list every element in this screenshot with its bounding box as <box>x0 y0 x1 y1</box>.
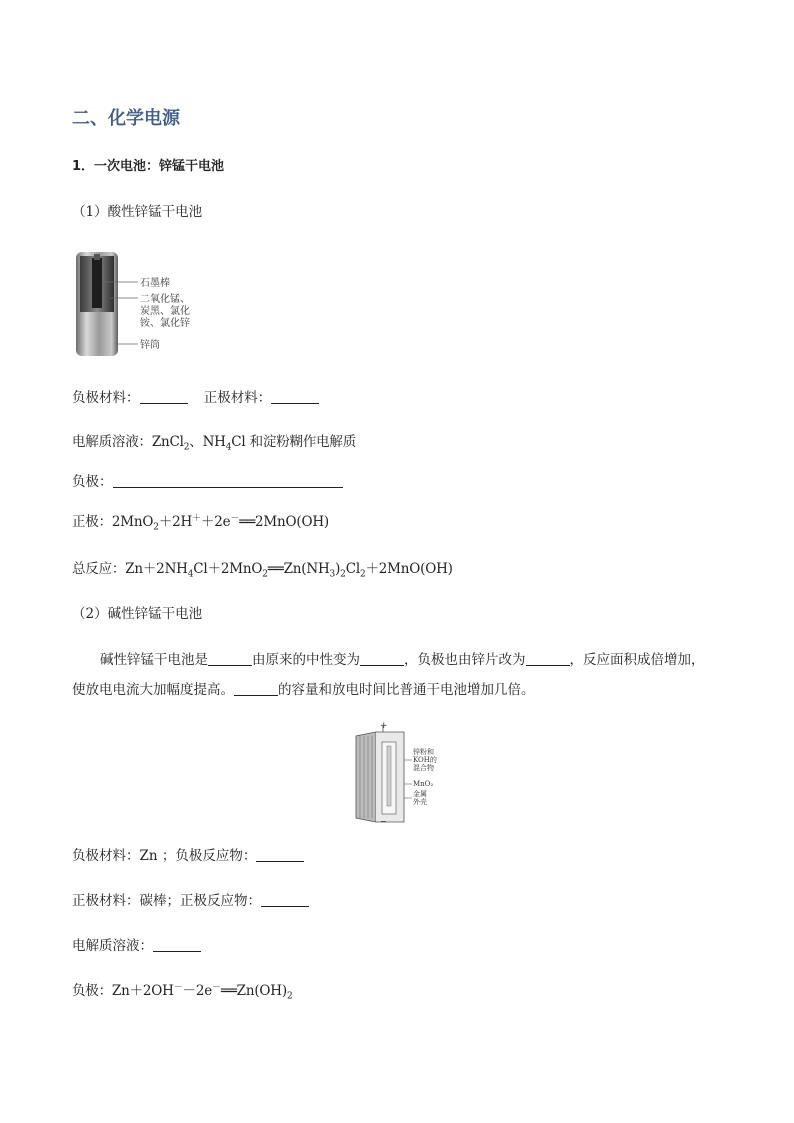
blank-4[interactable] <box>234 681 278 696</box>
section-title: 二、化学电源 <box>72 108 180 129</box>
label-mixture: 混合物 <box>413 764 434 772</box>
label-mno2: 二氧化锰、 <box>140 294 190 305</box>
alkaline-electrolyte-line: 电解质溶液： <box>72 936 201 956</box>
label-nh4cl-zncl2: 铵、氯化锌 <box>140 318 190 329</box>
alkaline-paragraph: 碱性锌锰干电池是 由原来的中性变为 ，负极也由锌片改为 ，反应面积成倍增加， 使放电电流大加幅度提高。 的容量和放电时间比普通干电池增加几倍。 <box>72 652 705 698</box>
part-1-title: （1）酸性锌锰干电池 <box>72 204 203 220</box>
neg-material-label: 负极材料： <box>72 390 140 406</box>
acidic-dry-cell-figure <box>72 248 202 360</box>
part-2-title: （2）碱性锌锰干电池 <box>72 606 203 622</box>
neg-reactant-blank[interactable] <box>256 847 304 862</box>
label-mno2: MnO₂ <box>413 780 434 788</box>
pos-reactant-blank[interactable] <box>261 892 309 907</box>
label-koh: KOH的 <box>413 756 437 764</box>
blank-3[interactable] <box>526 651 570 666</box>
label-metal: 金属 <box>413 790 427 798</box>
pos-material-blank[interactable] <box>271 389 319 404</box>
alkaline-neg-material-line: 负极材料：Zn ；负极反应物： <box>72 846 304 866</box>
neg-material-blank[interactable] <box>140 389 188 404</box>
alkaline-pos-material-line: 正极材料：碳棒；正极反应物： <box>72 891 309 911</box>
materials-line <box>72 388 319 408</box>
subsection-title: 1．一次电池：锌锰干电池 <box>72 159 225 174</box>
label-zinc-powder: 锌粉和 <box>413 748 434 756</box>
label-zinc-can: 锌筒 <box>140 340 160 351</box>
label-shell: 外壳 <box>413 798 427 806</box>
negative-electrode-line: 负极： <box>72 472 343 492</box>
alkaline-dry-cell-figure <box>350 720 450 826</box>
pos-material-label: 正极材料： <box>203 390 272 406</box>
alkaline-negative-line: 负极：$Zn+2OH^--2e^-══Zn(OH)_2$ <box>72 982 293 1002</box>
label-carbon-black: 炭黑、氯化 <box>140 306 190 317</box>
blank-1[interactable] <box>208 651 252 666</box>
positive-electrode-line: 正极：2MnO$_2$＋2H＋＋2e－══2MnO(OH) <box>72 513 329 533</box>
plus-sign: + <box>380 721 388 731</box>
electrolyte-line: 电解质溶液：ZnCl$_2$、$NH_4Cl$ 和淀粉糊作电解质 <box>72 434 357 453</box>
total-reaction-line: 总反应：$Zn+2NH_4Cl+2MnO_2══Zn(NH_3)_2Cl_2+2MnO(OH)$ <box>72 561 453 580</box>
minus-sign: − <box>380 817 387 826</box>
label-graphite-rod: 石墨棒 <box>140 278 170 289</box>
electrolyte-blank[interactable] <box>153 937 201 952</box>
blank-2[interactable] <box>360 651 404 666</box>
negative-electrode-blank[interactable] <box>113 473 343 488</box>
